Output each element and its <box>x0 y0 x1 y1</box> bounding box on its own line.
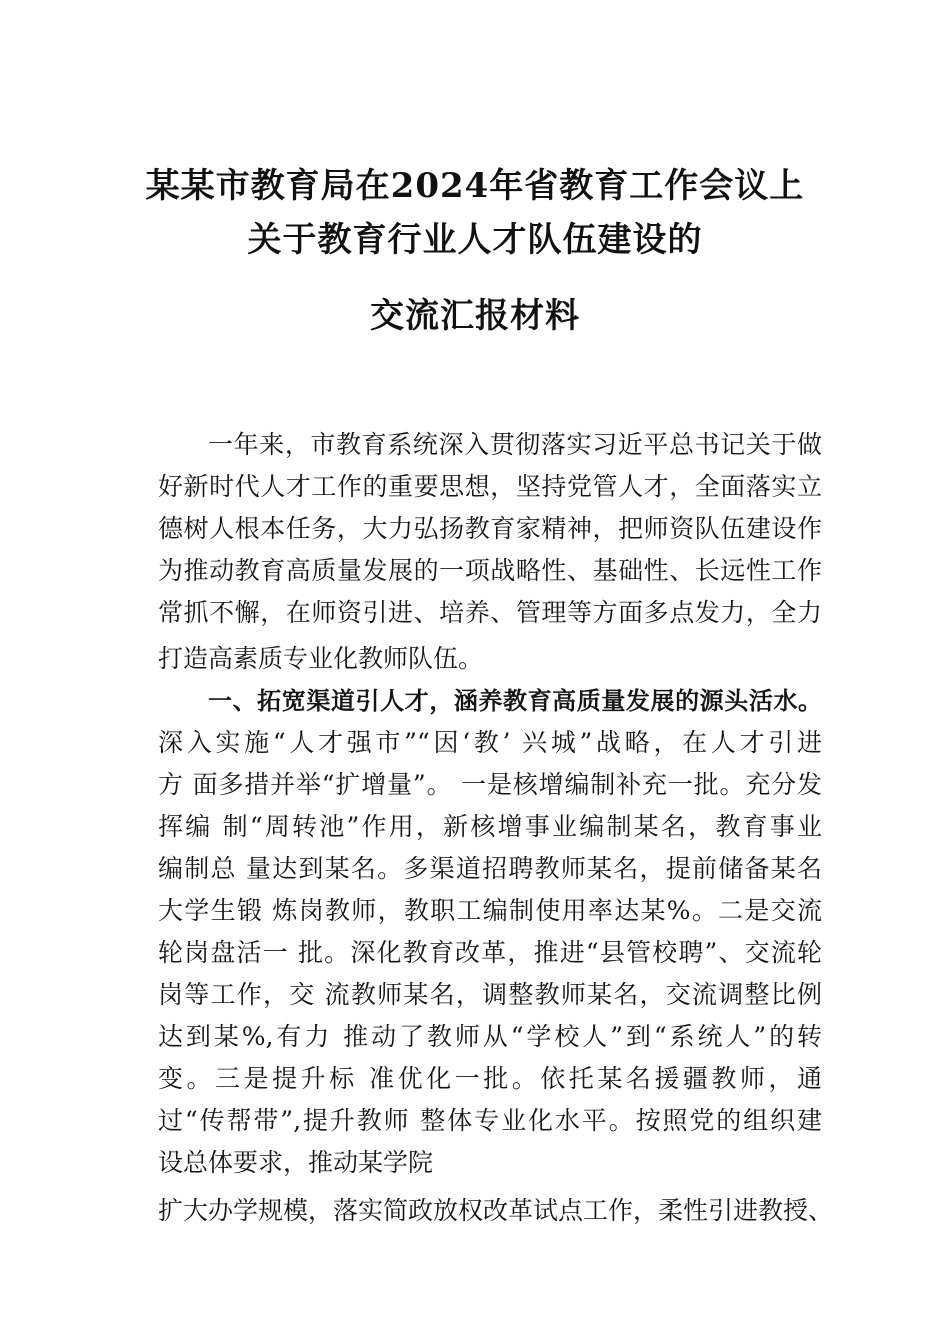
section-1-line-5: 大学生锻 炼岗教师，教职工编制使用率达某%。二是交流 <box>158 896 822 925</box>
intro-line-1: 一年来，市教育系统深入贯彻落实习近平总书记关于做 <box>208 430 822 459</box>
intro-line-5: 常抓不懈，在师资引进、培养、管理等方面多点发力，全力 <box>158 598 822 627</box>
section-1-line-4: 编制总 量达到某名。多渠道招聘教师某名，提前储备某名 <box>158 854 822 883</box>
document-title-line-2: 关于教育行业人才队伍建设的 <box>247 220 703 260</box>
section-1-line-1: 深入实施“人才强市”“因‘教’ 兴城”战略，在人才引进 <box>158 728 822 757</box>
section-1-line-6: 轮岗盘活一 批。深化教育改革，推进“县管校聘”、交流轮 <box>158 938 822 967</box>
section-1-line-9: 变。三是提升标 准优化一批。依托某名援疆教师，通 <box>158 1064 822 1093</box>
section-1-line-11: 设总体要求，推动某学院 <box>158 1148 434 1177</box>
section-1-line-2: 方 面多措并举“扩增量”。 一是核增编制补充一批。充分发 <box>158 770 822 799</box>
section-1-heading: 一、拓宽渠道引人才，涵养教育高质量发展的源头活水。 <box>208 687 822 715</box>
document-title-line-3: 交流汇报材料 <box>370 296 580 336</box>
section-1-line-12: 扩大办学规模，落实简政放权改革试点工作，柔性引进教授、 <box>158 1196 834 1225</box>
document-title-line-1: 某某市教育局在2024年省教育工作会议上 <box>145 166 805 206</box>
section-1-line-10: 过“传帮带”,提升教师 整体专业化水平。按照党的组织建 <box>158 1106 822 1135</box>
intro-line-6: 打造高素质专业化教师队伍。 <box>158 644 484 673</box>
intro-line-4: 为推动教育高质量发展的一项战略性、基础性、长远性工作 <box>158 556 822 585</box>
section-1-line-7: 岗等工作，交 流教师某名，调整教师某名，交流调整比例 <box>158 980 822 1009</box>
intro-line-3: 德树人根本任务，大力弘扬教育家精神，把师资队伍建设作 <box>158 514 822 543</box>
section-1-line-3: 挥编 制“周转池”作用，新核增事业编制某名，教育事业 <box>158 812 822 841</box>
section-1-line-8: 达到某%,有力 推动了教师从“学校人”到“系统人”的转 <box>158 1022 822 1051</box>
intro-line-2: 好新时代人才工作的重要思想，坚持党管人才，全面落实立 <box>158 472 822 501</box>
